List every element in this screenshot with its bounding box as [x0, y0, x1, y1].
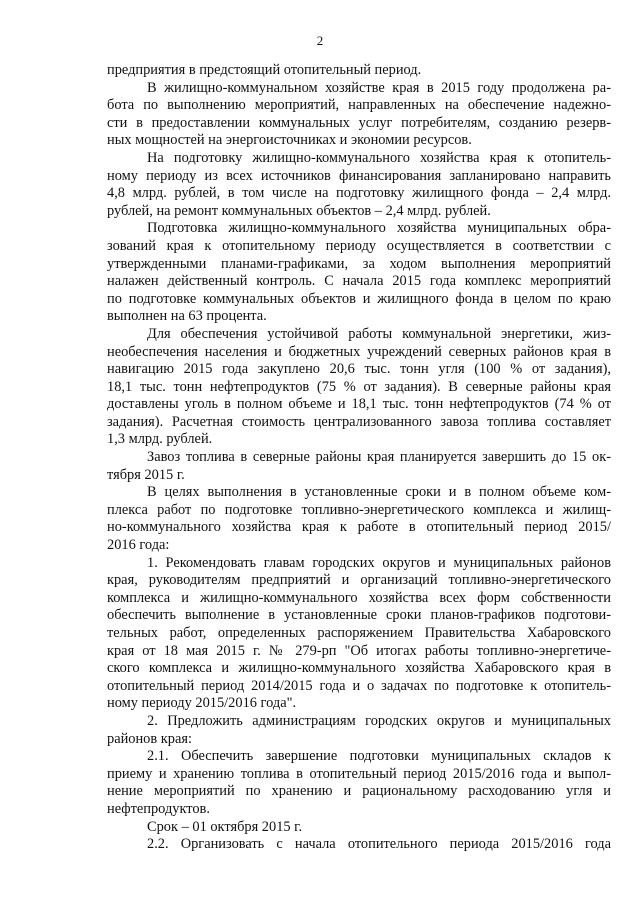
- text-line: 1. Рекомендовать главам городских округов и муниципальных районов: [147, 554, 611, 571]
- text-line: В целях выполнения в установленные сроки и в полном объеме ком-: [147, 484, 611, 501]
- text-line: необеспечения населения и бюджетных учреждений северных районов края в: [107, 343, 611, 360]
- text-line: рублей, на ремонт коммунальных объектов – 2,4 млрд. рублей.: [107, 202, 491, 219]
- text-line: плекса работ по подготовке топливно-энергетического комплекса и жилищ-: [107, 501, 611, 518]
- text-line: 2.2. Организовать с начала отопительного периода 2015/2016 года: [147, 836, 611, 853]
- text-line: ному периоду 2015/2016 года".: [107, 695, 297, 712]
- text-line: зований края к отопительному периоду осуществляется в соответствии с: [107, 237, 611, 254]
- text-line: Для обеспечения устойчивой работы коммунальной энергетики, жиз-: [147, 325, 611, 342]
- text-line: приему и хранению топлива в отопительный период 2015/2016 года и выпол-: [107, 765, 611, 782]
- text-line: 2.1. Обеспечить завершение подготовки муниципальных складов к: [147, 748, 611, 765]
- paragraph: [107, 150, 611, 220]
- text-line: тельных работ, определенных распоряжением Правительства Хабаровского: [107, 625, 611, 641]
- paragraph: [107, 555, 611, 713]
- text-line: районов края:: [107, 730, 192, 747]
- text-line: На подготовку жилищно-коммунального хозяйства края к отопитель-: [147, 149, 611, 166]
- text-line: но-коммунального хозяйства края к работе в отопительный период 2015/: [107, 519, 611, 536]
- text-line: Срок – 01 октября 2015 г.: [147, 818, 303, 835]
- text-line: по подготовке коммунальных объектов и жилищного фонда в целом по краю: [107, 290, 611, 307]
- text-line: 2016 года:: [107, 537, 170, 554]
- text-line: 2. Предложить администрациям городских округов и муниципальных: [147, 712, 611, 729]
- text-line: предприятия в предстоящий отопительный период.: [107, 62, 422, 78]
- text-line: бота по выполнению мероприятий, направленных на обеспечение надежно-: [107, 97, 611, 114]
- text-line: края от 18 мая 2015 г. № 279-рп "Об итогах работы топливно-энергетиче-: [107, 642, 611, 659]
- text-line: края, руководителям предприятий и организаций топливно-энергетического: [107, 572, 611, 589]
- document-body: [107, 62, 611, 854]
- text-line: Подготовка жилищно-коммунального хозяйства муниципальных обра-: [147, 220, 611, 237]
- text-line: комплекса и жилищно-коммунального хозяйства всех форм собственности: [107, 589, 611, 606]
- text-line: 1,3 млрд. рублей.: [107, 431, 213, 448]
- text-line: 18,1 тыс. тонн нефтепродуктов (75 % от задания). В северные районы края: [107, 378, 611, 395]
- paragraph: [107, 80, 611, 150]
- paragraph: [107, 449, 611, 484]
- paragraph: [107, 326, 611, 449]
- text-line: задания). Расчетная стоимость централизованного завоза топлива составляет: [107, 413, 611, 430]
- text-line: нефтепродуктов.: [107, 800, 210, 817]
- text-line: 4,8 млрд. рублей, в том числе на подготовку жилищного фонда – 2,4 млрд.: [107, 185, 611, 202]
- text-line: нение мероприятий по хранению и рациональному расходованию угля и: [107, 783, 611, 800]
- text-line: ных мощностей на энергоисточниках и экономии ресурсов.: [107, 132, 472, 149]
- text-line: тября 2015 г.: [107, 466, 185, 483]
- text-line: В жилищно-коммунальном хозяйстве края в 2015 году продолжена ра-: [147, 79, 611, 96]
- page-number: 2: [316, 33, 324, 48]
- text-line: утвержденными планами-графиками, за ходом выполнения мероприятий: [107, 255, 611, 272]
- paragraph: [107, 836, 611, 854]
- text-line: Завоз топлива в северные районы края планируется завершить до 15 ок-: [147, 449, 611, 466]
- paragraph: [107, 819, 611, 837]
- text-line: доставлены уголь в полном объеме и 18,1 тыс. тонн нефтепродуктов (74 % от: [107, 396, 611, 413]
- text-line: отопительный период 2014/2015 года и о задачах по подготовке к отопитель-: [107, 677, 611, 694]
- paragraph: [107, 484, 611, 554]
- text-line: налажен действенный контроль. С начала 2015 года комплекс мероприятий: [107, 273, 611, 290]
- text-line: выполнен на 63 процента.: [107, 308, 267, 325]
- text-line: навигацию 2015 года закуплено 20,6 тыс. тонн угля (100 % от задания),: [107, 361, 611, 378]
- text-line: сти в предоставлении коммунальных услуг потребителям, созданию резерв-: [107, 114, 611, 131]
- paragraph: [107, 62, 611, 80]
- paragraph: [107, 748, 611, 818]
- paragraph: [107, 220, 611, 326]
- text-line: ному периоду из всех источников финансирования запланировано направить: [107, 167, 611, 184]
- text-line: ского комплекса и жилищно-коммунального хозяйства Хабаровского края в: [107, 660, 611, 677]
- paragraph: [107, 713, 611, 748]
- text-line: обеспечить выполнение в установленные сроки планов-графиков подготови-: [107, 607, 611, 624]
